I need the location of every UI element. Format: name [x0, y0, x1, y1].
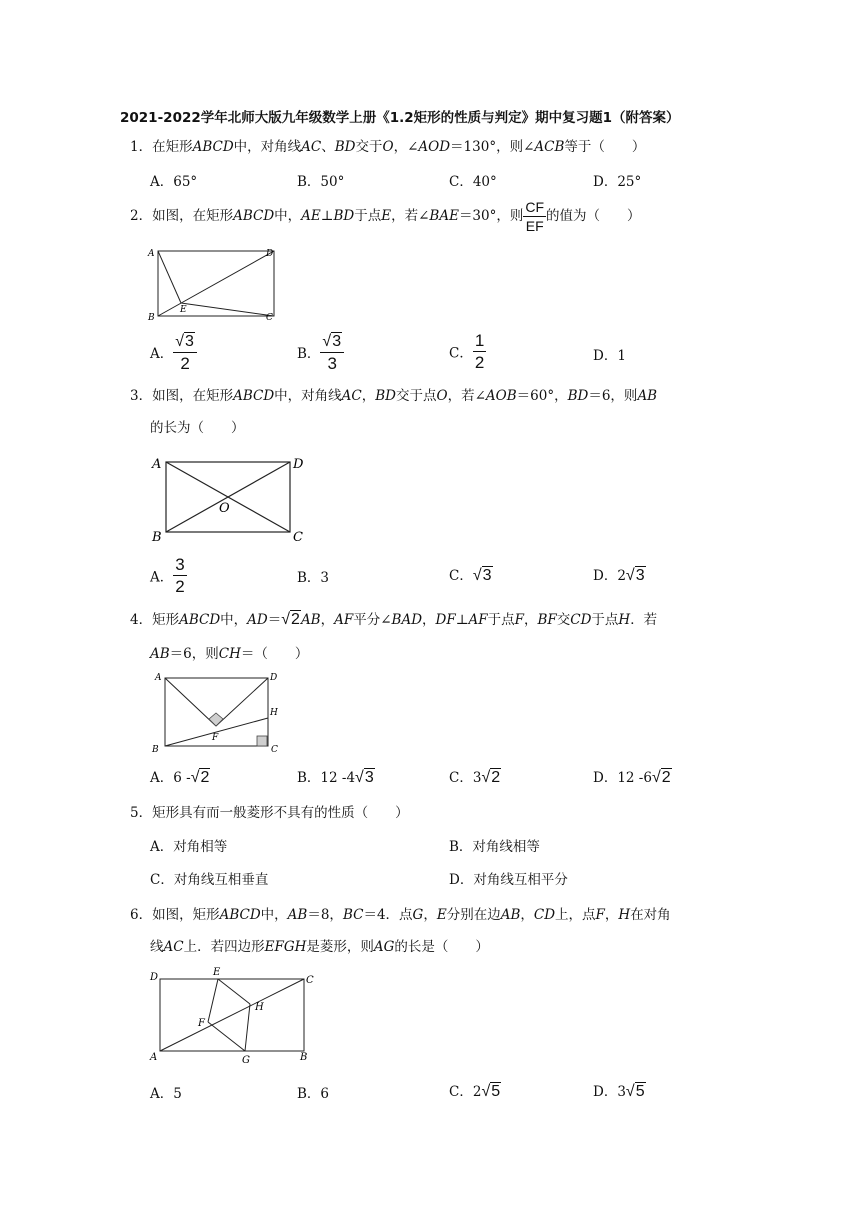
q1-option-b[interactable]: B．50°	[297, 174, 345, 190]
q4-option-d[interactable]: D．12 -6√2	[593, 769, 671, 786]
label-o: O	[219, 501, 230, 516]
q4-option-b[interactable]: B．12 -4√3	[297, 769, 374, 786]
question-1: 1．在矩形ABCD中，对角线AC、BD交于O，∠AOD＝130°，则∠ACB等于（ ）	[130, 139, 646, 155]
q4-option-c[interactable]: C．3√2	[449, 769, 501, 786]
q5-option-a[interactable]: A．对角相等	[150, 839, 228, 855]
label-e: E	[180, 305, 187, 315]
q6-option-b[interactable]: B．6	[297, 1086, 330, 1102]
label-b: B	[152, 530, 162, 545]
q2-option-b[interactable]: B． $\frac{√3}{3}$	[297, 332, 344, 372]
label-g: G	[242, 1055, 250, 1066]
label-f: F	[198, 1018, 205, 1029]
label-d: D	[150, 972, 159, 983]
page-title: 2021-2022学年北师大版九年级数学上册《1.2矩形的性质与判定》期中复习题1（附答案）	[120, 110, 680, 126]
label-h: H	[255, 1002, 264, 1013]
q6-figure	[148, 964, 323, 1064]
question-4: 4．矩形ABCD中，AD＝√2AB，AF平分∠BAD，DF⊥AF于点F，BF交CD于点H．若	[130, 611, 658, 628]
question-5: 5．矩形具有而一般菱形不具有的性质（ ）	[130, 805, 409, 821]
q1-option-a[interactable]: A．65°	[150, 174, 198, 190]
q5-option-d[interactable]: D．对角线互相平分	[449, 872, 568, 888]
question-4-line2: AB＝6，则CH＝（ ）	[150, 646, 309, 662]
label-f: F	[212, 733, 219, 743]
question-2: 2．如图，在矩形ABCD中，AE⊥BD于点E，若∠BAE＝30°，则 $\frac{CF}{EF}$ 的值为（ ）	[130, 199, 641, 234]
q3-figure	[148, 452, 308, 545]
q1-option-d[interactable]: D．25°	[593, 174, 642, 190]
question-6: 6．如图，矩形ABCD中，AB＝8，BC＝4．点G，E分别在边AB，CD上，点F，H在对角	[130, 907, 671, 923]
q5-option-c[interactable]: C．对角线互相垂直	[150, 872, 269, 888]
label-c: C	[293, 530, 303, 545]
question-3: 3．如图，在矩形ABCD中，对角线AC，BD交于点O，若∠AOB＝60°，BD＝6，则AB	[130, 388, 658, 404]
label-c: C	[271, 745, 278, 755]
label-b: B	[148, 313, 155, 323]
label-b: B	[152, 745, 159, 755]
q2-figure	[148, 246, 278, 321]
q3-option-b[interactable]: B．3	[297, 570, 330, 586]
q1-option-c[interactable]: C．40°	[449, 174, 497, 190]
q2-option-a[interactable]: A． $\frac{√3}{2}$	[150, 332, 197, 372]
label-a: A	[152, 457, 162, 472]
q5-option-b[interactable]: B．对角线相等	[449, 839, 540, 855]
label-d: D	[266, 249, 274, 259]
q2-option-c[interactable]: C． $\frac{1}{2}$	[449, 331, 485, 372]
question-3-line2: 的长为（ ）	[150, 420, 245, 436]
label-a: A	[155, 673, 162, 683]
label-b: B	[300, 1052, 308, 1063]
question-number: 1．	[130, 139, 153, 155]
q6-option-a[interactable]: A．5	[150, 1086, 182, 1102]
q4-option-a[interactable]: A．6 -√2	[150, 769, 210, 786]
q6-option-d[interactable]: D．3√5	[593, 1083, 645, 1100]
label-d: D	[293, 457, 304, 472]
q3-option-c[interactable]: C．√3	[449, 567, 492, 584]
q2-option-d[interactable]: D．1	[593, 348, 626, 364]
q6-option-c[interactable]: C．2√5	[449, 1083, 501, 1100]
label-e: E	[213, 967, 221, 978]
label-c: C	[266, 313, 273, 323]
q4-figure	[150, 670, 290, 755]
label-h: H	[270, 708, 278, 718]
label-d: D	[270, 673, 278, 683]
label-a: A	[148, 249, 155, 259]
label-a: A	[150, 1052, 158, 1063]
q3-option-d[interactable]: D．2√3	[593, 567, 645, 584]
question-6-line2: 线AC上．若四边形EFGH是菱形，则AG的长是（ ）	[150, 939, 489, 955]
cf-ef-fraction: $\frac{CF}{EF}$	[525, 199, 545, 234]
label-c: C	[306, 975, 314, 986]
q3-option-a[interactable]: A． $\frac{3}{2}$	[150, 555, 185, 596]
